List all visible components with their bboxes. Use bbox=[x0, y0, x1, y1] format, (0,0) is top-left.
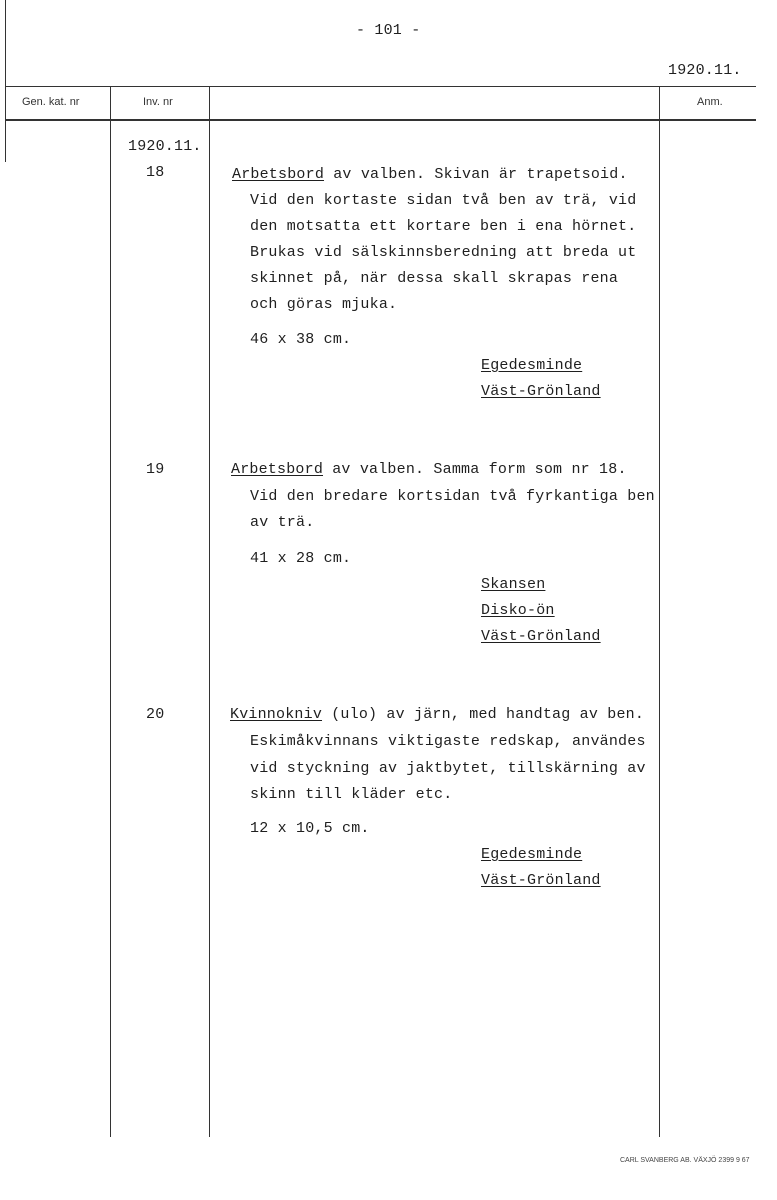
anm-column-divider bbox=[659, 87, 660, 1137]
first-line-rest: (ulo) av järn, med handtag av ben. bbox=[322, 706, 645, 723]
object-size: 41 x 28 cm. bbox=[250, 550, 352, 567]
object-size: 12 x 10,5 cm. bbox=[250, 820, 370, 837]
inventory-prefix: 1920.11. bbox=[128, 138, 202, 155]
column-header-inv-nr: Inv. nr bbox=[143, 96, 173, 108]
entry-first-line bbox=[232, 166, 628, 183]
object-name: Kvinnokniv bbox=[230, 706, 323, 723]
column-header-gen-kat-nr: Gen. kat. nr bbox=[22, 96, 80, 108]
left-border-line bbox=[5, 0, 6, 162]
object-size: 46 x 38 cm. bbox=[250, 331, 352, 348]
page-number: - 101 - bbox=[356, 22, 421, 39]
entry-first-line bbox=[231, 461, 627, 478]
place-name: Disko-ön bbox=[481, 602, 555, 619]
description-line: vid styckning av jaktbytet, tillskärning av bbox=[250, 760, 646, 777]
object-name: Arbetsbord bbox=[231, 461, 324, 478]
inv-column-divider bbox=[209, 87, 210, 1137]
description-line: Vid den kortaste sidan två ben av trä, vid bbox=[250, 192, 637, 209]
inv-number: 18 bbox=[146, 164, 165, 181]
place-name: Egedesminde bbox=[481, 846, 583, 863]
place-name: Väst-Grönland bbox=[481, 628, 601, 645]
printer-mark: CARL SVANBERG AB. VÄXJÖ 2399 9 67 bbox=[620, 1157, 750, 1164]
description-line: den motsatta ett kortare ben i ena hörnet. bbox=[250, 218, 637, 235]
description-line: skinnet på, när dessa skall skrapas rena bbox=[250, 270, 619, 287]
header-year: 1920.11. bbox=[668, 62, 742, 79]
inv-number: 20 bbox=[146, 706, 165, 723]
header-top-rule bbox=[5, 86, 756, 87]
object-name: Arbetsbord bbox=[232, 166, 325, 183]
first-line-rest: av valben. Samma form som nr 18. bbox=[323, 461, 627, 478]
place-name: Väst-Grönland bbox=[481, 383, 601, 400]
place-name: Skansen bbox=[481, 576, 546, 593]
description-line: Eskimåkvinnans viktigaste redskap, användes bbox=[250, 733, 646, 750]
description-line: Brukas vid sälskinnsberedning att breda ut bbox=[250, 244, 637, 261]
place-name: Väst-Grönland bbox=[481, 872, 601, 889]
gen-kat-column-divider bbox=[110, 87, 111, 1137]
description-line: skinn till kläder etc. bbox=[250, 786, 453, 803]
place-name: Egedesminde bbox=[481, 357, 583, 374]
entry-first-line bbox=[230, 706, 644, 723]
description-line: Vid den bredare kortsidan två fyrkantiga ben bbox=[250, 488, 655, 505]
description-line: av trä. bbox=[250, 514, 315, 531]
header-bottom-rule bbox=[5, 119, 756, 121]
description-line: och göras mjuka. bbox=[250, 296, 398, 313]
inv-number: 19 bbox=[146, 461, 165, 478]
column-header-anm: Anm. bbox=[697, 96, 723, 108]
first-line-rest: av valben. Skivan är trapetsoid. bbox=[324, 166, 628, 183]
